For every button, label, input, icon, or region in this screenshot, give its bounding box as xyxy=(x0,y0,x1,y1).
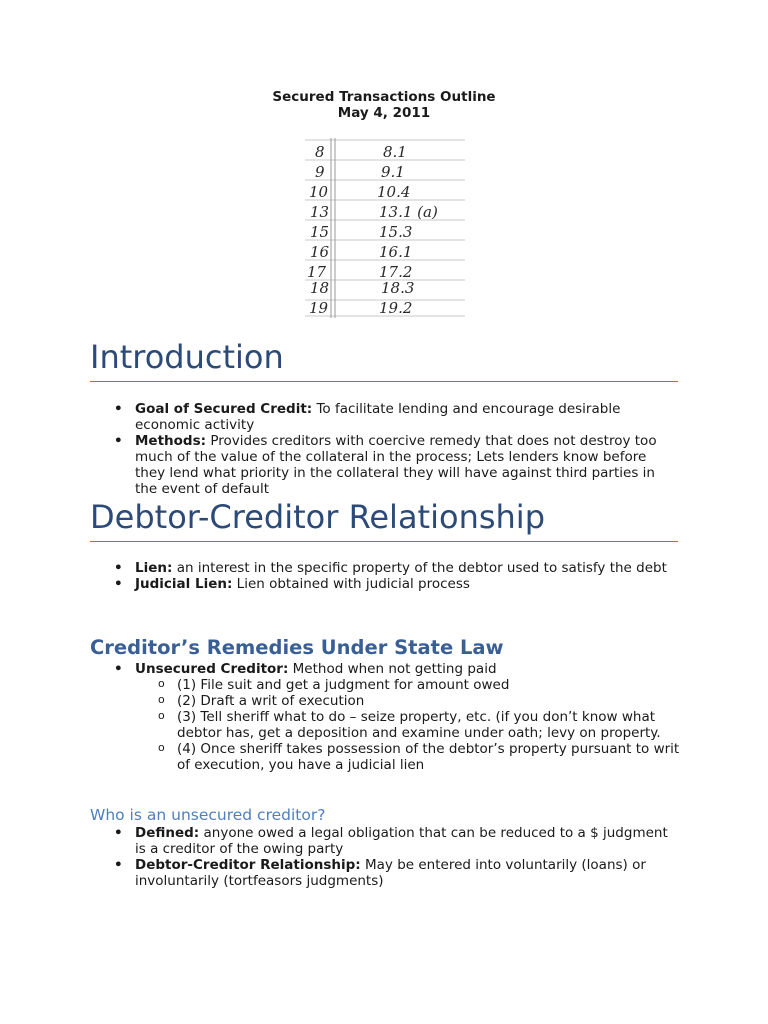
hw-right-2: 9.1 xyxy=(381,163,405,181)
hw-right-5: 15.3 xyxy=(379,223,413,241)
hw-left-1: 8 xyxy=(315,143,325,161)
unsecured-list xyxy=(110,825,680,889)
hw-right-4: 13.1 (a) xyxy=(379,203,438,221)
document-title: Secured Transactions Outline xyxy=(272,89,496,105)
heading-who-is-unsecured: Who is an unsecured creditor? xyxy=(90,806,326,824)
hw-left-3: 10 xyxy=(309,183,329,201)
heading-creditors-remedies: Creditor’s Remedies Under State Law xyxy=(90,636,504,659)
hw-left-6: 16 xyxy=(310,243,330,261)
heading-rule-introduction xyxy=(90,381,678,382)
hw-left-4: 13 xyxy=(310,203,330,221)
term-label: Lien: xyxy=(135,560,173,576)
term-text: anyone owed a legal obligation that can be reduced to a $ judgment is a creditor of the owing party xyxy=(135,825,668,857)
handwritten-index-image xyxy=(303,136,469,318)
hw-left-5: 15 xyxy=(310,223,330,241)
sub-list-item: o (4) Once sheriff takes possession of the debtor’s property pursuant to writ of execution, you have a judicial lien xyxy=(110,741,680,773)
term-label: Unsecured Creditor: xyxy=(135,661,289,677)
hw-left-2: 9 xyxy=(315,163,325,181)
term-label: Defined: xyxy=(135,825,200,841)
margin-lines xyxy=(331,138,335,318)
term-label: Goal of Secured Credit: xyxy=(135,401,313,417)
introduction-list xyxy=(110,401,680,497)
hw-left-7: 17 xyxy=(307,263,327,281)
document-date: May 4, 2011 xyxy=(337,105,431,121)
sub-list-item: o (3) Tell sheriff what to do – seize property, etc. (if you don’t know what debtor has, get a deposition and examine under oath; levy on property. xyxy=(110,709,680,741)
heading-introduction: Introduction xyxy=(90,338,284,376)
hw-right-8: 18.3 xyxy=(381,279,415,297)
hw-right-7: 17.2 xyxy=(379,263,413,281)
list-item xyxy=(110,576,680,592)
hw-right-3: 10.4 xyxy=(377,183,411,201)
list-item xyxy=(110,433,680,497)
term-label: Methods: xyxy=(135,433,207,449)
hw-right-6: 16.1 xyxy=(379,243,413,261)
hw-left-8: 18 xyxy=(310,279,330,297)
term-text: Lien obtained with judicial process xyxy=(232,576,470,592)
list-item xyxy=(110,857,680,889)
term-label: Judicial Lien: xyxy=(135,576,233,592)
hw-right-1: 8.1 xyxy=(383,143,407,161)
list-item xyxy=(110,560,680,576)
hw-right-9: 19.2 xyxy=(379,299,413,317)
sub-list-item: o (2) Draft a writ of execution xyxy=(110,693,680,709)
term-label: Debtor-Creditor Relationship: xyxy=(135,857,361,873)
term-text: an interest in the specific property of the debtor used to satisfy the debt xyxy=(172,560,667,576)
list-item xyxy=(110,825,680,857)
list-item xyxy=(110,401,680,433)
debtor-creditor-list xyxy=(110,560,680,592)
term-text: Provides creditors with coercive remedy that does not destroy too much of the value of the collateral in the process; Lets lenders know before they lend what priority in the collateral they will have against third parties in the event of default xyxy=(135,433,657,497)
remedies-list xyxy=(110,661,680,773)
term-text: May be entered into voluntarily (loans) or involuntarily (tortfeasors judgments) xyxy=(135,857,646,889)
sub-list-item: o (1) File suit and get a judgment for amount owed xyxy=(110,677,680,693)
heading-debtor-creditor: Debtor-Creditor Relationship xyxy=(90,498,545,536)
term-text: Method when not getting paid xyxy=(288,661,497,677)
term-text: To facilitate lending and encourage desirable economic activity xyxy=(135,401,621,433)
hw-left-9: 19 xyxy=(309,299,329,317)
list-item xyxy=(110,661,680,677)
heading-rule-debtor-creditor xyxy=(90,541,678,542)
